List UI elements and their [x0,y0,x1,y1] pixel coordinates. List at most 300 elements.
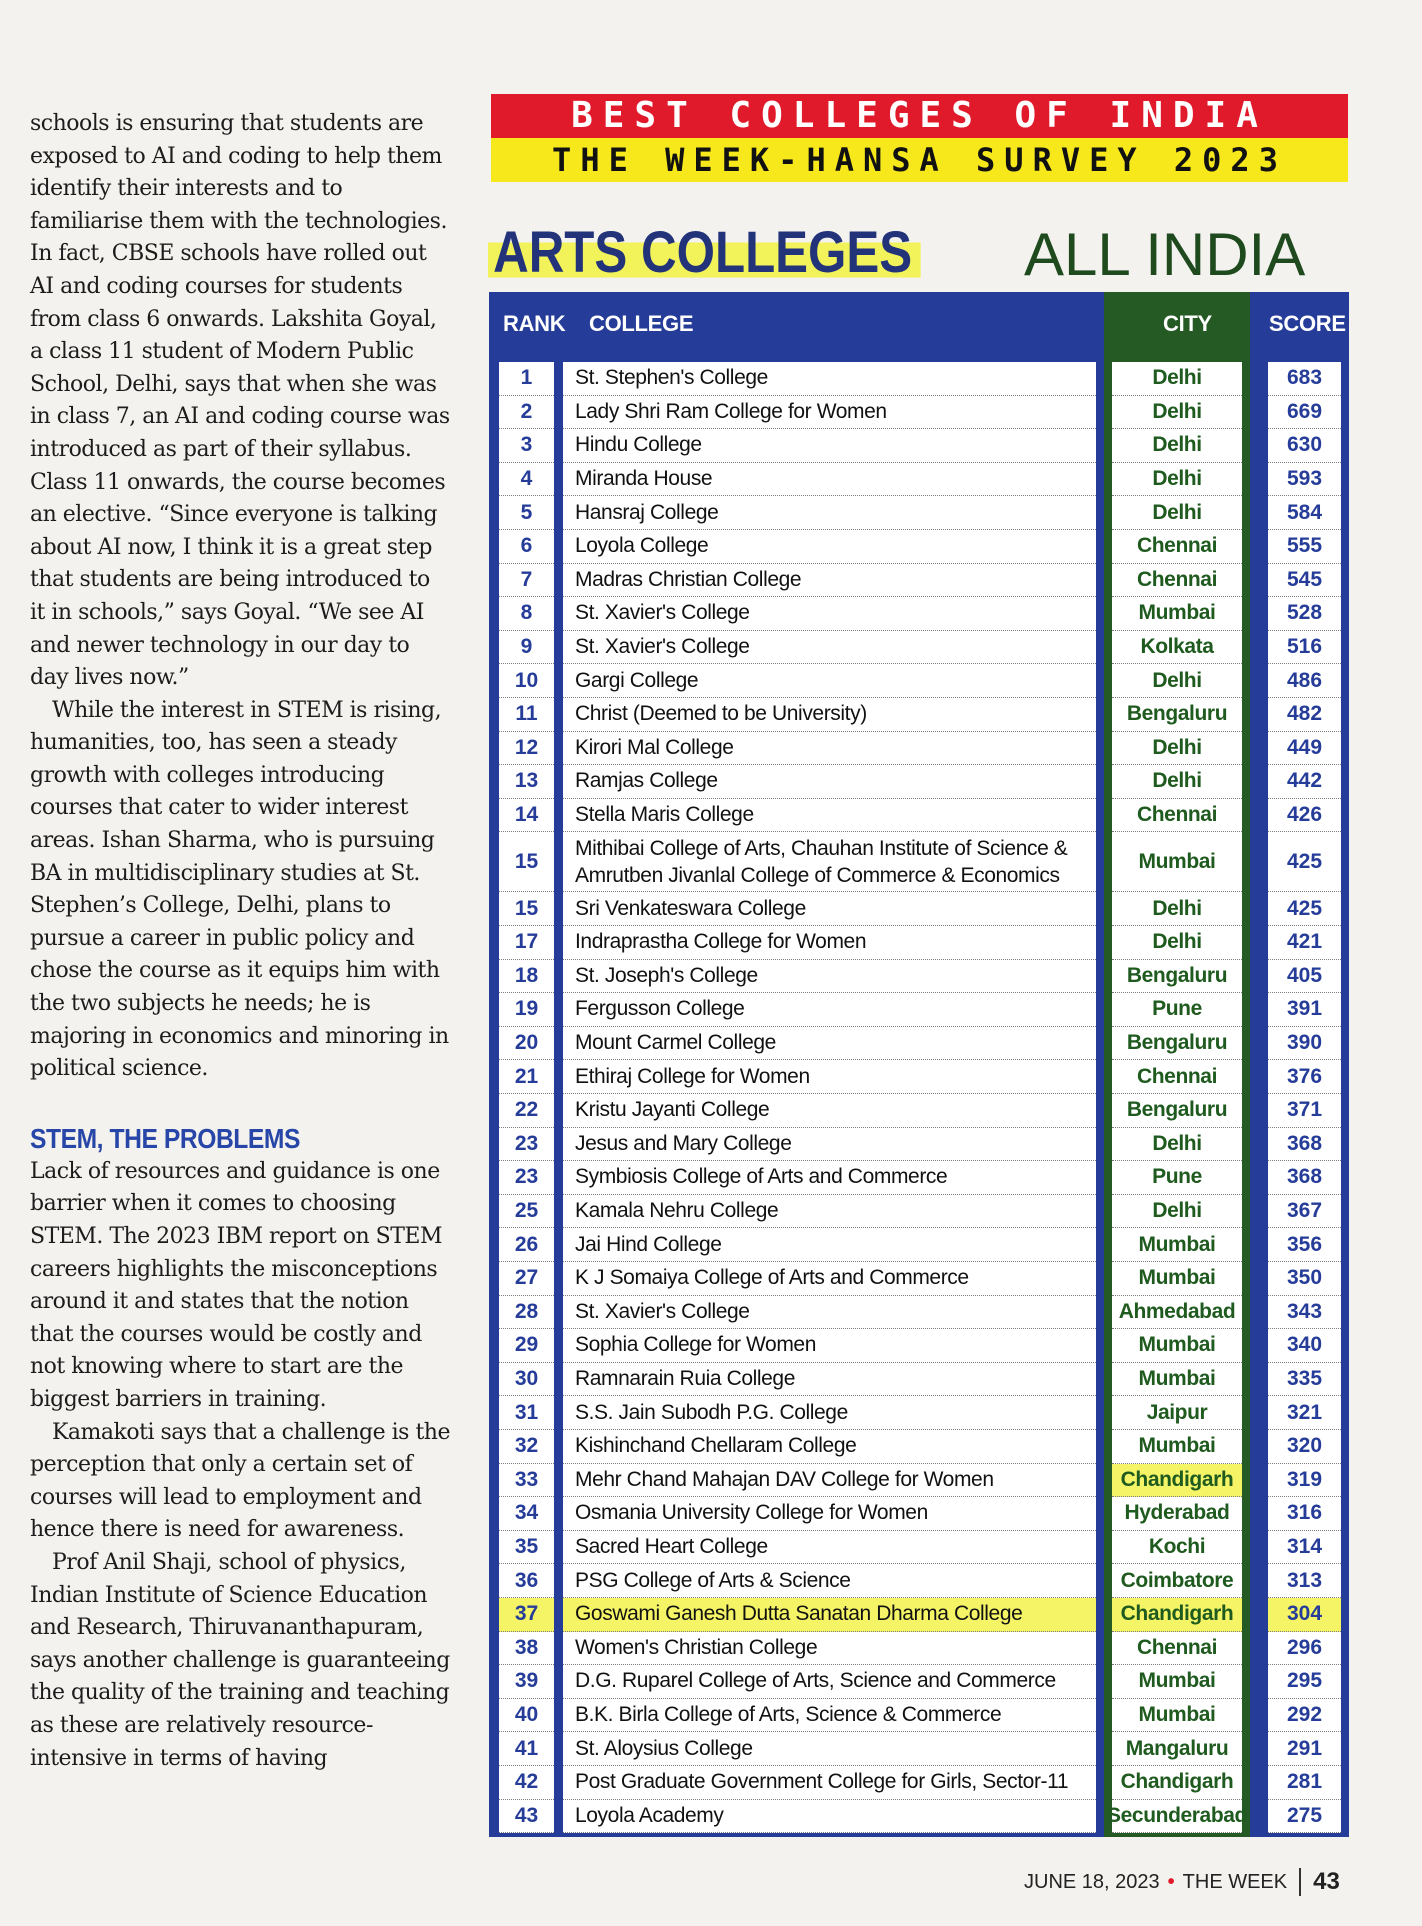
college-cell [563,1632,1096,1666]
score-cell [1268,1665,1341,1699]
rank-cell-text: 31 [514,1400,539,1424]
city-cell-text: Mumbai [1138,601,1216,625]
city-cell-text: Delhi [1152,930,1202,954]
city-cell [1112,463,1242,497]
score-cell [1268,960,1341,994]
college-cell [563,960,1096,994]
rank-cell-text: 40 [514,1703,539,1727]
college-cell-text: K J Somaiya College of Arts and Commerce [575,1266,969,1290]
table-row [489,765,1349,799]
college-cell-text: Indraprastha College for Women [575,930,867,954]
city-cell-text: Bengaluru [1126,1031,1228,1055]
college-cell [563,1128,1096,1162]
city-cell [1112,1396,1242,1430]
region-heading: ALL INDIA [1024,221,1306,288]
rank-cell-text: 36 [514,1568,539,1592]
score-cell [1268,597,1341,631]
rank-cell [499,396,554,430]
rank-cell-text: 28 [514,1299,539,1323]
score-cell [1268,1060,1341,1094]
rank-cell-text: 29 [514,1333,539,1357]
college-cell-text: Lady Shri Ram College for Women [575,399,887,423]
rank-cell [499,799,554,833]
table-row [489,832,1349,892]
city-cell [1112,1665,1242,1699]
score-cell [1268,1296,1341,1330]
score-cell [1268,1128,1341,1162]
rank-cell [499,1598,554,1632]
rank-cell-text: 19 [514,997,539,1021]
rank-cell-text: 21 [514,1064,539,1088]
college-cell [563,698,1096,732]
table-row [489,1161,1349,1195]
rank-cell-text: 30 [514,1367,539,1391]
score-cell [1268,429,1341,463]
city-cell-text: Mumbai [1138,1232,1216,1256]
city-cell [1112,396,1242,430]
rank-cell-text: 4 [520,467,533,491]
city-cell-text: Bengaluru [1126,1098,1228,1122]
city-cell-text: Delhi [1152,1131,1202,1155]
score-cell [1268,1161,1341,1195]
score-cell [1268,1497,1341,1531]
college-cell-text: Jai Hind College [575,1232,722,1256]
page-footer [1024,1868,1340,1896]
college-cell-text: Goswami Ganesh Dutta Sanatan Dharma College [575,1602,1023,1626]
college-cell [563,1363,1096,1397]
college-cell-text: St. Stephen's College [575,366,768,390]
college-cell-text: B.K. Birla College of Arts, Science & Commerce [575,1703,1002,1727]
college-cell-text: St. Xavier's College [575,1299,750,1323]
rank-cell [499,1632,554,1666]
city-cell [1112,664,1242,698]
college-cell [563,832,1096,892]
college-cell-text: Post Graduate Government College for Girls, Sector-11 [575,1770,1069,1794]
rank-cell-text: 7 [520,567,533,591]
college-cell [563,429,1096,463]
city-cell-text: Pune [1152,997,1202,1021]
city-cell [1112,1296,1242,1330]
score-cell-text: 295 [1286,1669,1323,1693]
city-cell [1112,1430,1242,1464]
city-cell-text: Chandigarh [1120,1467,1234,1491]
rank-cell-text: 22 [514,1098,539,1122]
table-row [489,1699,1349,1733]
score-cell-text: 405 [1286,963,1323,987]
table-row [489,1396,1349,1430]
college-cell [563,496,1096,530]
rank-cell-text: 41 [514,1736,539,1760]
rank-cell-text: 12 [514,735,539,759]
college-cell [563,1430,1096,1464]
college-cell-text: Stella Maris College [575,803,754,827]
city-cell-text: Delhi [1152,467,1202,491]
city-cell-text: Bengaluru [1126,702,1228,726]
college-cell-text: Loyola College [575,534,709,558]
rank-cell-text: 35 [514,1535,539,1559]
city-cell [1112,1161,1242,1195]
rank-cell-text: 18 [514,963,539,987]
article-subheading: STEM, THE PROBLEMS [30,1122,300,1154]
header-score: SCORE [1269,311,1346,336]
city-cell-text: Chandigarh [1120,1770,1234,1794]
city-cell-text: Chennai [1136,1635,1218,1659]
table-row [489,1329,1349,1363]
score-cell-text: 371 [1286,1098,1323,1122]
score-cell-text: 291 [1286,1736,1323,1760]
city-cell-text: Bengaluru [1126,963,1228,987]
college-cell [563,1598,1096,1632]
city-cell [1112,1128,1242,1162]
city-cell [1112,564,1242,598]
score-cell-text: 296 [1286,1635,1323,1659]
score-cell-text: 368 [1286,1131,1323,1155]
city-cell [1112,362,1242,396]
score-cell [1268,1732,1341,1766]
score-cell-text: 425 [1286,849,1323,873]
college-cell [563,1296,1096,1330]
city-cell-text: Mangaluru [1125,1736,1229,1760]
score-cell [1268,1228,1341,1262]
table-row [489,1632,1349,1666]
score-cell-text: 528 [1286,601,1323,625]
college-cell [563,993,1096,1027]
footer-divider [1299,1868,1301,1896]
score-cell-text: 304 [1286,1602,1323,1626]
table-row [489,362,1349,396]
college-cell [563,1262,1096,1296]
college-cell [563,1531,1096,1565]
table-row [489,1800,1349,1834]
score-cell-text: 421 [1286,930,1323,954]
score-cell-text: 316 [1286,1501,1323,1525]
score-cell-text: 516 [1286,635,1323,659]
table-row [489,396,1349,430]
city-cell [1112,1732,1242,1766]
table-row [489,993,1349,1027]
score-cell [1268,892,1341,926]
score-cell-text: 545 [1286,567,1323,591]
college-cell [563,597,1096,631]
footer-bullet: • [1167,1870,1175,1893]
rank-cell [499,926,554,960]
score-cell [1268,1598,1341,1632]
table-row [489,1665,1349,1699]
college-cell-text: Symbiosis College of Arts and Commerce [575,1165,948,1189]
score-cell-text: 555 [1286,534,1323,558]
page-number: 43 [1313,1868,1340,1895]
city-cell-text: Chennai [1136,803,1218,827]
college-cell [563,1228,1096,1262]
rank-cell [499,1497,554,1531]
score-cell-text: 356 [1286,1232,1323,1256]
score-cell-text: 314 [1286,1535,1323,1559]
city-cell [1112,1363,1242,1397]
rank-cell [499,765,554,799]
score-cell-text: 584 [1286,500,1323,524]
rank-cell [499,1564,554,1598]
table-row [489,1262,1349,1296]
table-row [489,698,1349,732]
rank-cell-text: 3 [520,433,533,457]
score-cell [1268,530,1341,564]
college-cell-text: Kristu Jayanti College [575,1098,770,1122]
score-cell-text: 669 [1286,399,1323,423]
city-cell-text: Chennai [1136,567,1218,591]
college-cell-text: Ethiraj College for Women [575,1064,810,1088]
city-cell [1112,993,1242,1027]
header-rank: RANK [503,311,566,336]
score-cell-text: 425 [1286,896,1323,920]
score-cell-text: 482 [1286,702,1323,726]
city-cell-text: Delhi [1152,399,1202,423]
city-cell-text: Kochi [1148,1535,1206,1559]
college-cell [563,1027,1096,1061]
city-cell-text: Secunderabad [1107,1803,1247,1827]
score-cell-text: 343 [1286,1299,1323,1323]
college-cell [563,362,1096,396]
college-cell [563,799,1096,833]
college-cell-text: S.S. Jain Subodh P.G. College [575,1400,848,1424]
city-cell [1112,698,1242,732]
score-cell-text: 275 [1286,1803,1323,1827]
score-cell [1268,1464,1341,1498]
college-cell [563,1195,1096,1229]
table-row [489,1128,1349,1162]
rank-cell [499,1195,554,1229]
rank-cell-text: 32 [514,1434,539,1458]
college-cell-text: Sacred Heart College [575,1535,768,1559]
rank-cell-text: 15 [514,849,539,873]
score-cell [1268,1531,1341,1565]
rank-cell [499,1363,554,1397]
rank-cell [499,1430,554,1464]
score-cell [1268,631,1341,665]
score-cell [1268,1329,1341,1363]
college-cell [563,396,1096,430]
header-city: CITY [1163,311,1212,336]
college-cell-text: Kirori Mal College [575,735,734,759]
rank-cell [499,496,554,530]
score-cell [1268,698,1341,732]
city-cell [1112,799,1242,833]
city-cell-text: Mumbai [1138,1703,1216,1727]
city-cell [1112,1262,1242,1296]
college-cell [563,1329,1096,1363]
rank-cell [499,463,554,497]
rank-cell-text: 38 [514,1635,539,1659]
table-row [489,732,1349,766]
table-row [489,1094,1349,1128]
college-cell [563,926,1096,960]
table-row [489,1564,1349,1598]
college-cell [563,1396,1096,1430]
college-cell [563,732,1096,766]
rank-cell [499,993,554,1027]
score-cell [1268,1363,1341,1397]
rank-cell-text: 26 [514,1232,539,1256]
score-cell [1268,1430,1341,1464]
college-cell-text: Mithibai College of Arts, Chauhan Institute of Science & Amrutben Jivanlal College of Commerce & Economics [575,836,1068,887]
college-cell-text: Jesus and Mary College [575,1131,792,1155]
college-cell-text: Mount Carmel College [575,1031,776,1055]
article-paragraph: Lack of resources and guidance is one barrier when it comes to choosing STEM. The 2023 IBM report on STEM careers highlights the misconceptions around it and states that the notion that the courses would be costly and not knowing where to start are the biggest barriers in training. [30,1158,442,1412]
city-cell [1112,1329,1242,1363]
table-row [489,1464,1349,1498]
score-cell-text: 368 [1286,1165,1323,1189]
score-cell [1268,926,1341,960]
rank-cell-text: 42 [514,1770,539,1794]
rank-cell-text: 2 [520,399,533,423]
table-row [489,960,1349,994]
rank-cell [499,1296,554,1330]
rank-cell [499,698,554,732]
table-row [489,1497,1349,1531]
rank-cell-text: 13 [514,769,539,793]
score-cell-text: 593 [1286,467,1323,491]
table-row [489,664,1349,698]
city-cell-text: Chennai [1136,534,1218,558]
city-cell-text: Pune [1152,1165,1202,1189]
rank-cell [499,1027,554,1061]
score-cell [1268,1262,1341,1296]
city-cell-text: Delhi [1152,433,1202,457]
table-row [489,1766,1349,1800]
city-cell-text: Coimbatore [1120,1568,1234,1592]
score-cell-text: 449 [1286,735,1323,759]
table-row [489,1363,1349,1397]
city-cell [1112,1228,1242,1262]
score-cell-text: 340 [1286,1333,1323,1357]
rank-cell [499,1665,554,1699]
rank-cell-text: 27 [514,1266,539,1290]
rank-cell [499,564,554,598]
table-row [489,429,1349,463]
city-cell [1112,530,1242,564]
college-cell [563,892,1096,926]
city-cell [1112,429,1242,463]
score-cell [1268,1195,1341,1229]
rank-cell-text: 37 [514,1602,539,1626]
rank-cell-text: 20 [514,1031,539,1055]
rank-cell-text: 5 [520,500,533,524]
college-cell-text: Miranda House [575,467,713,491]
rank-cell [499,960,554,994]
score-cell [1268,496,1341,530]
score-cell-text: 486 [1286,668,1323,692]
city-cell [1112,892,1242,926]
article-paragraph: Prof Anil Shaji, school of physics, Indian Institute of Science Education and Research, Thiruvananthapuram, says another challenge is guaranteeing the quality of the training and teaching as these are relatively resource-intensive in terms of having [30,1549,450,1771]
city-cell-text: Ahmedabad [1118,1299,1236,1323]
score-cell [1268,732,1341,766]
rank-cell [499,1060,554,1094]
rank-cell [499,1094,554,1128]
college-cell-text: Gargi College [575,668,699,692]
score-cell [1268,1800,1341,1834]
table-row [489,1195,1349,1229]
score-cell [1268,799,1341,833]
city-cell [1112,1699,1242,1733]
rank-cell [499,429,554,463]
college-cell [563,765,1096,799]
college-cell-text: St. Xavier's College [575,635,750,659]
header-college: COLLEGE [589,311,694,336]
banner-subtitle: THE WEEK-HANSA SURVEY 2023 [491,138,1348,182]
college-cell-text: Fergusson College [575,997,745,1021]
rank-cell [499,1732,554,1766]
score-cell [1268,664,1341,698]
city-cell [1112,1531,1242,1565]
table-row [489,631,1349,665]
score-cell-text: 320 [1286,1434,1323,1458]
table-row [489,926,1349,960]
city-cell [1112,1598,1242,1632]
rank-cell-text: 34 [514,1501,539,1525]
table-row [489,597,1349,631]
score-cell [1268,1564,1341,1598]
city-cell-text: Mumbai [1138,1333,1216,1357]
score-cell [1268,1094,1341,1128]
score-cell-text: 281 [1286,1770,1323,1794]
score-cell-text: 630 [1286,433,1323,457]
table-row [489,530,1349,564]
rank-cell-text: 39 [514,1669,539,1693]
article-paragraph: While the interest in STEM is rising, humanities, too, has seen a steady growth with colleges introducing courses that cater to wider interest areas. Ishan Sharma, who is pursuing BA in multidisciplinary studies at St. Stephen’s College, Delhi, plans to pursue a career in public policy and chose the course as it equips him with the two subjects he needs; he is majoring in economics and minoring in political science. [30,697,449,1082]
table-row [489,564,1349,598]
rank-cell [499,1800,554,1834]
college-cell [563,1665,1096,1699]
rank-cell [499,892,554,926]
city-cell [1112,732,1242,766]
college-cell-text: Kamala Nehru College [575,1199,779,1223]
rank-cell [499,664,554,698]
score-cell-text: 426 [1286,803,1323,827]
college-cell [563,1060,1096,1094]
score-cell [1268,463,1341,497]
score-cell [1268,1766,1341,1800]
score-cell [1268,362,1341,396]
city-cell [1112,960,1242,994]
college-cell-text: D.G. Ruparel College of Arts, Science and Commerce [575,1669,1056,1693]
score-cell-text: 319 [1286,1467,1323,1491]
table-row [489,463,1349,497]
rank-cell [499,530,554,564]
city-cell-text: Chennai [1136,1064,1218,1088]
city-cell [1112,926,1242,960]
city-cell [1107,1800,1247,1834]
rank-cell-text: 6 [520,534,533,558]
college-cell-text: Ramjas College [575,769,718,793]
rank-cell [499,1531,554,1565]
score-cell-text: 321 [1286,1400,1323,1424]
city-cell-text: Kolkata [1140,635,1214,659]
college-cell-text: Osmania University College for Women [575,1501,928,1525]
city-cell-text: Mumbai [1138,1669,1216,1693]
rank-cell-text: 25 [514,1199,539,1223]
city-cell [1112,1766,1242,1800]
rank-cell-text: 33 [514,1467,539,1491]
table-row [489,1296,1349,1330]
rank-cell [499,732,554,766]
city-cell-text: Chandigarh [1120,1602,1234,1626]
college-cell [563,1564,1096,1598]
college-cell-text: Kishinchand Chellaram College [575,1434,857,1458]
table-row [489,1027,1349,1061]
college-cell-text: Christ (Deemed to be University) [575,702,867,726]
college-cell-text: St. Joseph's College [575,963,758,987]
city-cell-text: Mumbai [1138,849,1216,873]
college-cell [563,1161,1096,1195]
